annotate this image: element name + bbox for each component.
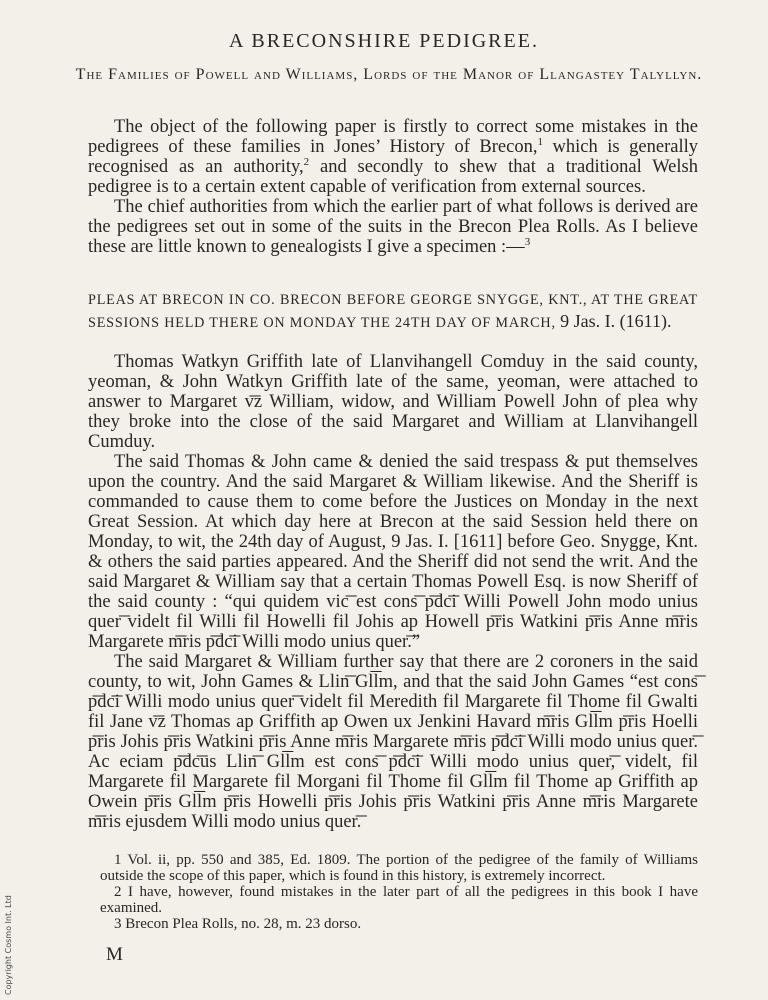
footnote-2: 2 I have, however, found mistakes in the later part of all the pedigrees in this book I have examined.	[100, 884, 698, 916]
plea-heading	[88, 290, 698, 334]
footnotes	[100, 852, 698, 932]
plea-heading-year: 9 Jas. I. (1611).	[560, 311, 672, 331]
footnote-ref-1[interactable]: 1	[537, 135, 543, 148]
copyright-watermark: Copyright Cosmo Int. Ltd	[4, 895, 13, 995]
page-title: A BRECONSHIRE PEDIGREE.	[229, 30, 539, 52]
plea-body	[88, 352, 698, 832]
footnote-ref-2[interactable]: 2	[303, 155, 310, 168]
body-paragraph-2: The said Thomas & John came & denied the said trespass & put themselves upon the country. And the said Margaret & William likewise. And the Sheriff is commanded to cause them to come before the Justices on Monday in the next Great Session. At which day here at Brecon at the said Session held there on Monday, to wit, the 24th day of August, 9 Jas. I. [1611] before Geo. Snygge, Knt. & others the said parties appeared. And the Sheriff did not send the writ. And the said Margaret & William say that a certain Thomas Powell Esq. is now Sheriff of the said county : “qui quidem vic͞ est cons͞ p͞dc͞i Willi Powell John modo unius quer͞ videlt fil Willi fil Howelli fil Johis ap Howell p͞ris Watkini p͞ris Anne m͞ris Margarete m͞ris p͞dc͞i Willi modo unius quer͞.”	[88, 452, 698, 652]
footnote-1: 1 Vol. ii, pp. 550 and 385, Ed. 1809. The portion of the pedigree of the family of Williams outside the scope of this paper, which is found in this history, is extremely incorrect.	[100, 852, 698, 884]
body-paragraph-3: The said Margaret & William further say that there are 2 coroners in the said county, to wit, John Games & Llin͞ Gl͞lm, and that the said John Games “est cons͞ p͞dc͞i Willi modo unius quer͞ videlt fil Meredith fil Margarete fil Thome fil Gwalti fil Jane v͞z Thomas ap Griffith ap Owen ux Jenkini Havard m͞ris Gl͞lm p͞ris Hoelli p͞ris Johis p͞ris Watkini p͞ris Anne m͞ris Margarete m͞ris p͞dc͞i Willi modo unius quer͞. Ac eciam p͞dc͞us Llin͞ Gl͞lm est cons͞ p͞dc͞i Willi modo unius quer͞, videlt, fil Margarete fil Margarete fil Morgani fil Thome fil Gl͞lm fil Thome ap Griffith ap Owein p͞ris Gl͞lm p͞ris Howelli p͞ris Johis p͞ris Watkini p͞ris Anne m͞ris Margarete m͞ris ejusdem Willi modo unius quer͞.	[88, 652, 698, 832]
intro-block	[88, 117, 698, 257]
intro-paragraph-2: The chief authorities from which the earlier part of what follows is derived are the pedigrees set out in some of the suits in the Brecon Plea Rolls. As I believe these are little known to genealogists I give a specimen :—$^3$	[88, 197, 698, 257]
footnote-3: 3 Brecon Plea Rolls, no. 28, m. 23 dorso.	[114, 916, 362, 932]
footnote-ref-3[interactable]: 3	[524, 235, 531, 248]
page-subtitle: The Families of Powell and Williams, Lords of the Manor of Llangastey Talyllyn.	[75, 66, 703, 83]
plea-heading-text: PLEAS AT BRECON IN CO. BRECON BEFORE GEORGE SNYGGE, KNT., AT THE GREAT SESSIONS HELD THERE ON MONDAY THE 24TH DAY OF MARCH,	[88, 292, 698, 331]
signature-mark: M	[106, 944, 123, 965]
intro-paragraph-1: The object of the following paper is firstly to correct some mistakes in the pedigrees of these families in Jones’ History of Brecon,$^1$ which is generally recognised as an authority,$^2$ and secondly to shew that a traditional Welsh pedigree is to a certain extent capable of verification from external sources.	[88, 117, 698, 197]
body-paragraph-1: Thomas Watkyn Griffith late of Llanvihangell Comduy in the said county, yeoman, & John Watkyn Griffith late of the same, yeoman, were attached to answer to Margaret v͞z William, widow, and William Powell John of plea why they broke into the close of the said Margaret and William at Llanvihangell Cumduy.	[88, 352, 698, 452]
